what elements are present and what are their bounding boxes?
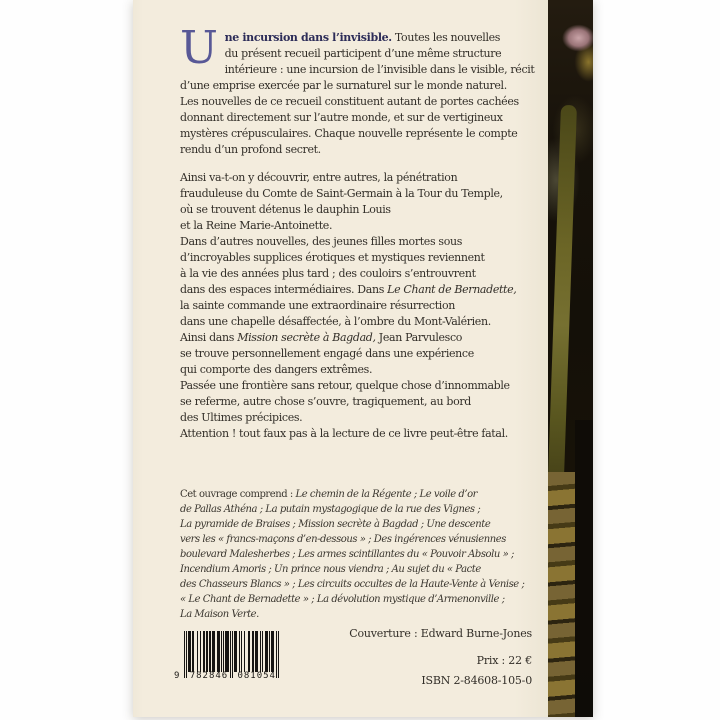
text-line: de Pallas Athéna ; La putain mystagogique de la rue des Vignes ; (180, 504, 481, 515)
barcode-digit-lead: 9 (174, 671, 181, 681)
text-line: « Le Chant de Bernadette » ; La dévolution mystique d’Armenonville ; (180, 594, 505, 605)
book-back-cover (133, 0, 593, 717)
dropcap-letter: U (180, 21, 218, 74)
text-line: ne incursion dans l’invisible. Toutes les nouvelles (224, 31, 501, 44)
text-line: du présent recueil participent d’une même structure (224, 47, 502, 60)
text-line: Incendium Amoris ; Un prince nous viendra ; Au sujet du « Pacte (180, 564, 481, 575)
intro-paragraph (180, 21, 535, 158)
isbn-label: ISBN 2-84608-105-0 (421, 674, 532, 687)
art-dark-edge (575, 420, 593, 717)
text-line: dans des espaces intermédiaires. Dans Le Chant de Bernadette, (180, 283, 517, 296)
text-line: Dans d’autres nouvelles, des jeunes filles mortes sous (180, 235, 463, 248)
text-line: des Chasseurs Blancs » ; Les circuits occultes de la Haute-Vente à Venise ; (180, 579, 525, 590)
text-line: à la vie des années plus tard ; des couloirs s’entrouvrent (180, 267, 476, 280)
text-line: d’incroyables supplices érotiques et mystiques reviennent (180, 251, 485, 264)
text-line: Ainsi va-t-on y découvrir, entre autres, la pénétration (180, 171, 458, 184)
text-line: qui comporte des dangers extrêmes. (180, 363, 373, 376)
text-line: intérieure : une incursion de l’invisible dans le visible, récit (224, 63, 535, 76)
text-line: se trouve personnellement engagé dans une expérience (180, 347, 474, 360)
front-cover-art-sliver (548, 0, 593, 717)
contents-list-paragraph (180, 487, 524, 622)
text-line: Les nouvelles de ce recueil constituent autant de portes cachées (180, 95, 519, 108)
text-line: se referme, autre chose s’ouvre, tragiquement, au bord (180, 395, 471, 408)
barcode-digit-group1: 782846 (189, 671, 229, 681)
barcode-digits (174, 671, 276, 681)
text-line: Ainsi dans Mission secrète à Bagdad, Jean Parvulesco (180, 331, 463, 344)
text-line: Attention ! tout faux pas à la lecture de ce livre peut-être fatal. (180, 427, 508, 440)
text-line: et la Reine Marie-Antoinette. (180, 219, 333, 232)
ean13-barcode (176, 631, 282, 687)
cover-artist-credit: Couverture : Edward Burne-Jones (349, 627, 532, 640)
text-line: dans une chapelle désaffectée, à l’ombre du Mont-Valérien. (180, 315, 491, 328)
text-line: la sainte commande une extraordinaire résurrection (180, 299, 455, 312)
art-gold-trunk (548, 472, 575, 717)
art-olive-band (548, 105, 577, 505)
text-line: La Maison Verte. (180, 609, 259, 620)
text-line: donnant directement sur l’autre monde, et sur de vertigineux (180, 111, 503, 124)
price-label: Prix : 22 € (476, 654, 532, 667)
back-cover-page (133, 0, 548, 717)
text-line: Cet ouvrage comprend : Le chemin de la Régente ; Le voile d’or (180, 489, 477, 500)
synopsis-paragraph (180, 170, 516, 442)
text-line: boulevard Malesherbes ; Les armes scintillantes du « Pouvoir Absolu » ; (180, 549, 514, 560)
text-line: La pyramide de Braises ; Mission secrète à Bagdad ; Une descente (180, 519, 491, 530)
text-line: vers les « francs-maçons d’en-dessous » ; Des ingérences vénusiennes (180, 534, 506, 545)
text-line: Passée une frontière sans retour, quelque chose d’innommable (180, 379, 510, 392)
text-line: où se trouvent détenus le dauphin Louis (180, 203, 391, 216)
text-line: rendu d’un profond secret. (180, 143, 321, 156)
barcode-digit-group2: 081054 (237, 671, 276, 681)
text-line: mystères crépusculaires. Chaque nouvelle représente le compte (180, 127, 518, 140)
text-line: frauduleuse du Comte de Saint-Germain à la Tour du Temple, (180, 187, 503, 200)
intro-lines (180, 21, 535, 158)
text-line: d’une emprise exercée par le surnaturel sur le monde naturel. (180, 79, 507, 92)
text-line: des Ultimes précipices. (180, 411, 303, 424)
